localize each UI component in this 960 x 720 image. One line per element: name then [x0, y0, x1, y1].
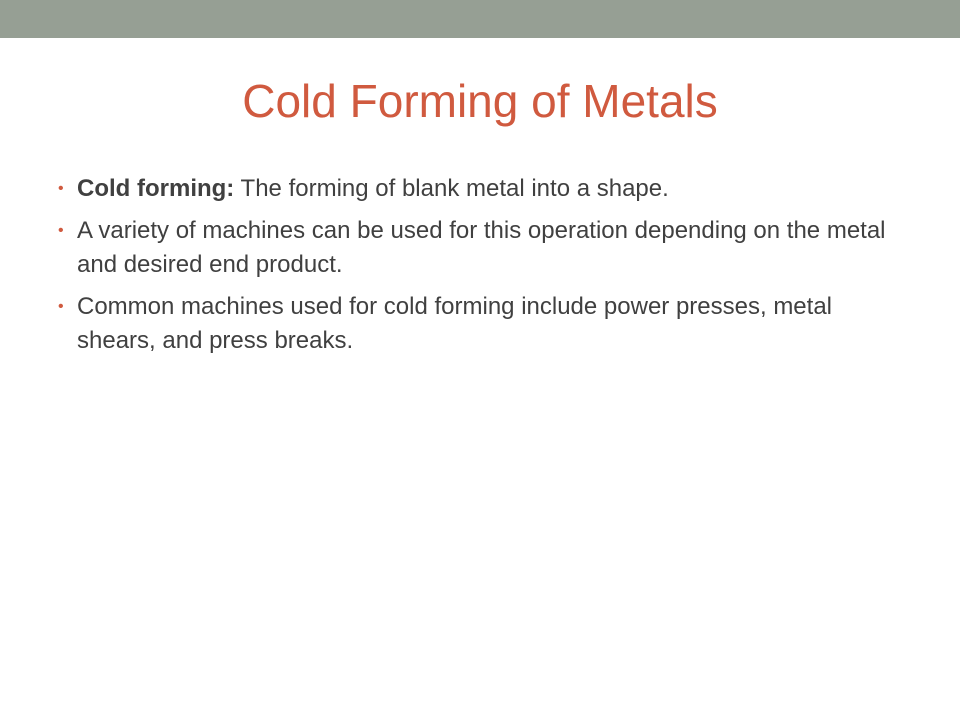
top-accent-bar	[0, 0, 960, 38]
bullet-text: Common machines used for cold forming include power presses, metal shears, and press breaks.	[77, 293, 833, 354]
bullet-item	[56, 214, 916, 282]
bullet-dot-icon: •	[58, 180, 64, 197]
bullet-item	[56, 290, 916, 358]
bullet-item	[56, 172, 916, 206]
bullet-term: Cold forming:	[77, 175, 235, 202]
bullet-dot-icon: •	[58, 298, 64, 315]
bullet-list	[56, 172, 916, 366]
bullet-dot-icon: •	[58, 222, 64, 239]
bullet-text: A variety of machines can be used for this operation depending on the metal and desired end product.	[77, 217, 886, 278]
slide-title: Cold Forming of Metals	[242, 75, 718, 127]
bullet-text: The forming of blank metal into a shape.	[234, 175, 669, 202]
